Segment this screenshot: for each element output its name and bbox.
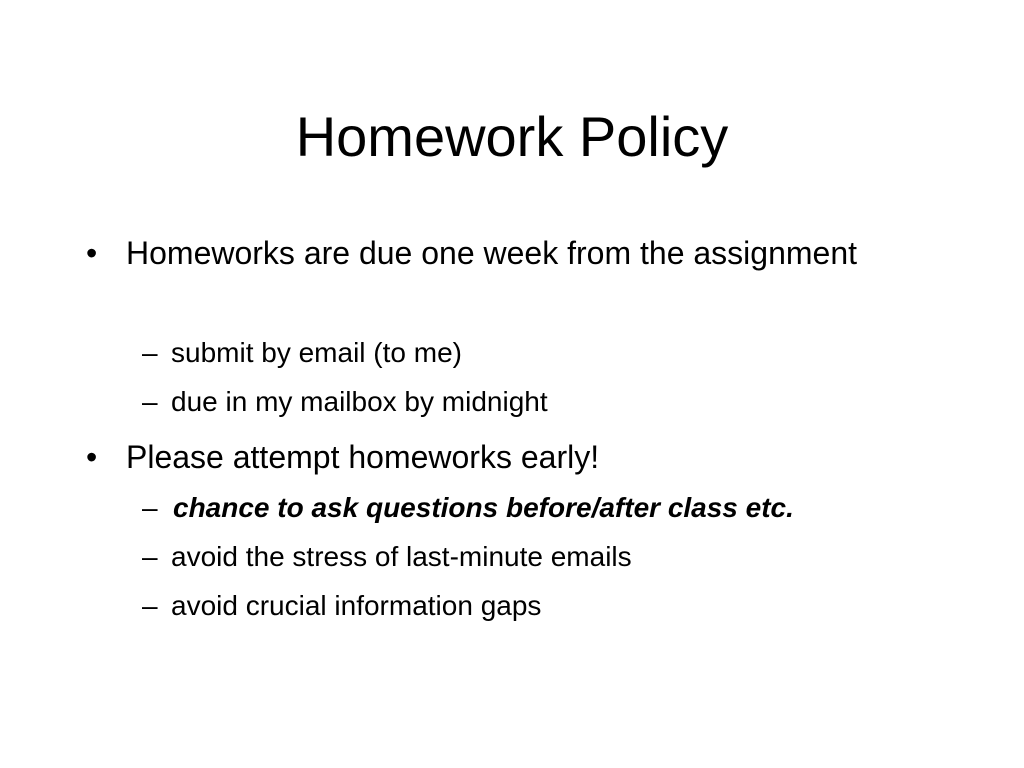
subitem-text: submit by email (to me) (171, 337, 462, 368)
dash-marker: – (142, 337, 158, 368)
bullet-marker: • (86, 439, 98, 475)
dash-marker: – (142, 590, 158, 621)
subitem-text: avoid crucial information gaps (171, 590, 542, 621)
bullet-marker: • (86, 235, 98, 271)
dash-marker: – (142, 492, 158, 523)
dash-marker: – (142, 386, 158, 417)
subitem-text: avoid the stress of last-minute emails (171, 541, 632, 572)
bullet-text: Please attempt homeworks early! (126, 439, 600, 475)
emphasized-subitem-text: chance to ask questions before/after class etc. (173, 492, 794, 523)
dash-marker: – (142, 541, 158, 572)
bullet-text: Homeworks are due one week from the assignment (126, 235, 858, 271)
subitem-text: due in my mailbox by midnight (171, 386, 548, 417)
slide-title: Homework Policy (295, 105, 729, 168)
